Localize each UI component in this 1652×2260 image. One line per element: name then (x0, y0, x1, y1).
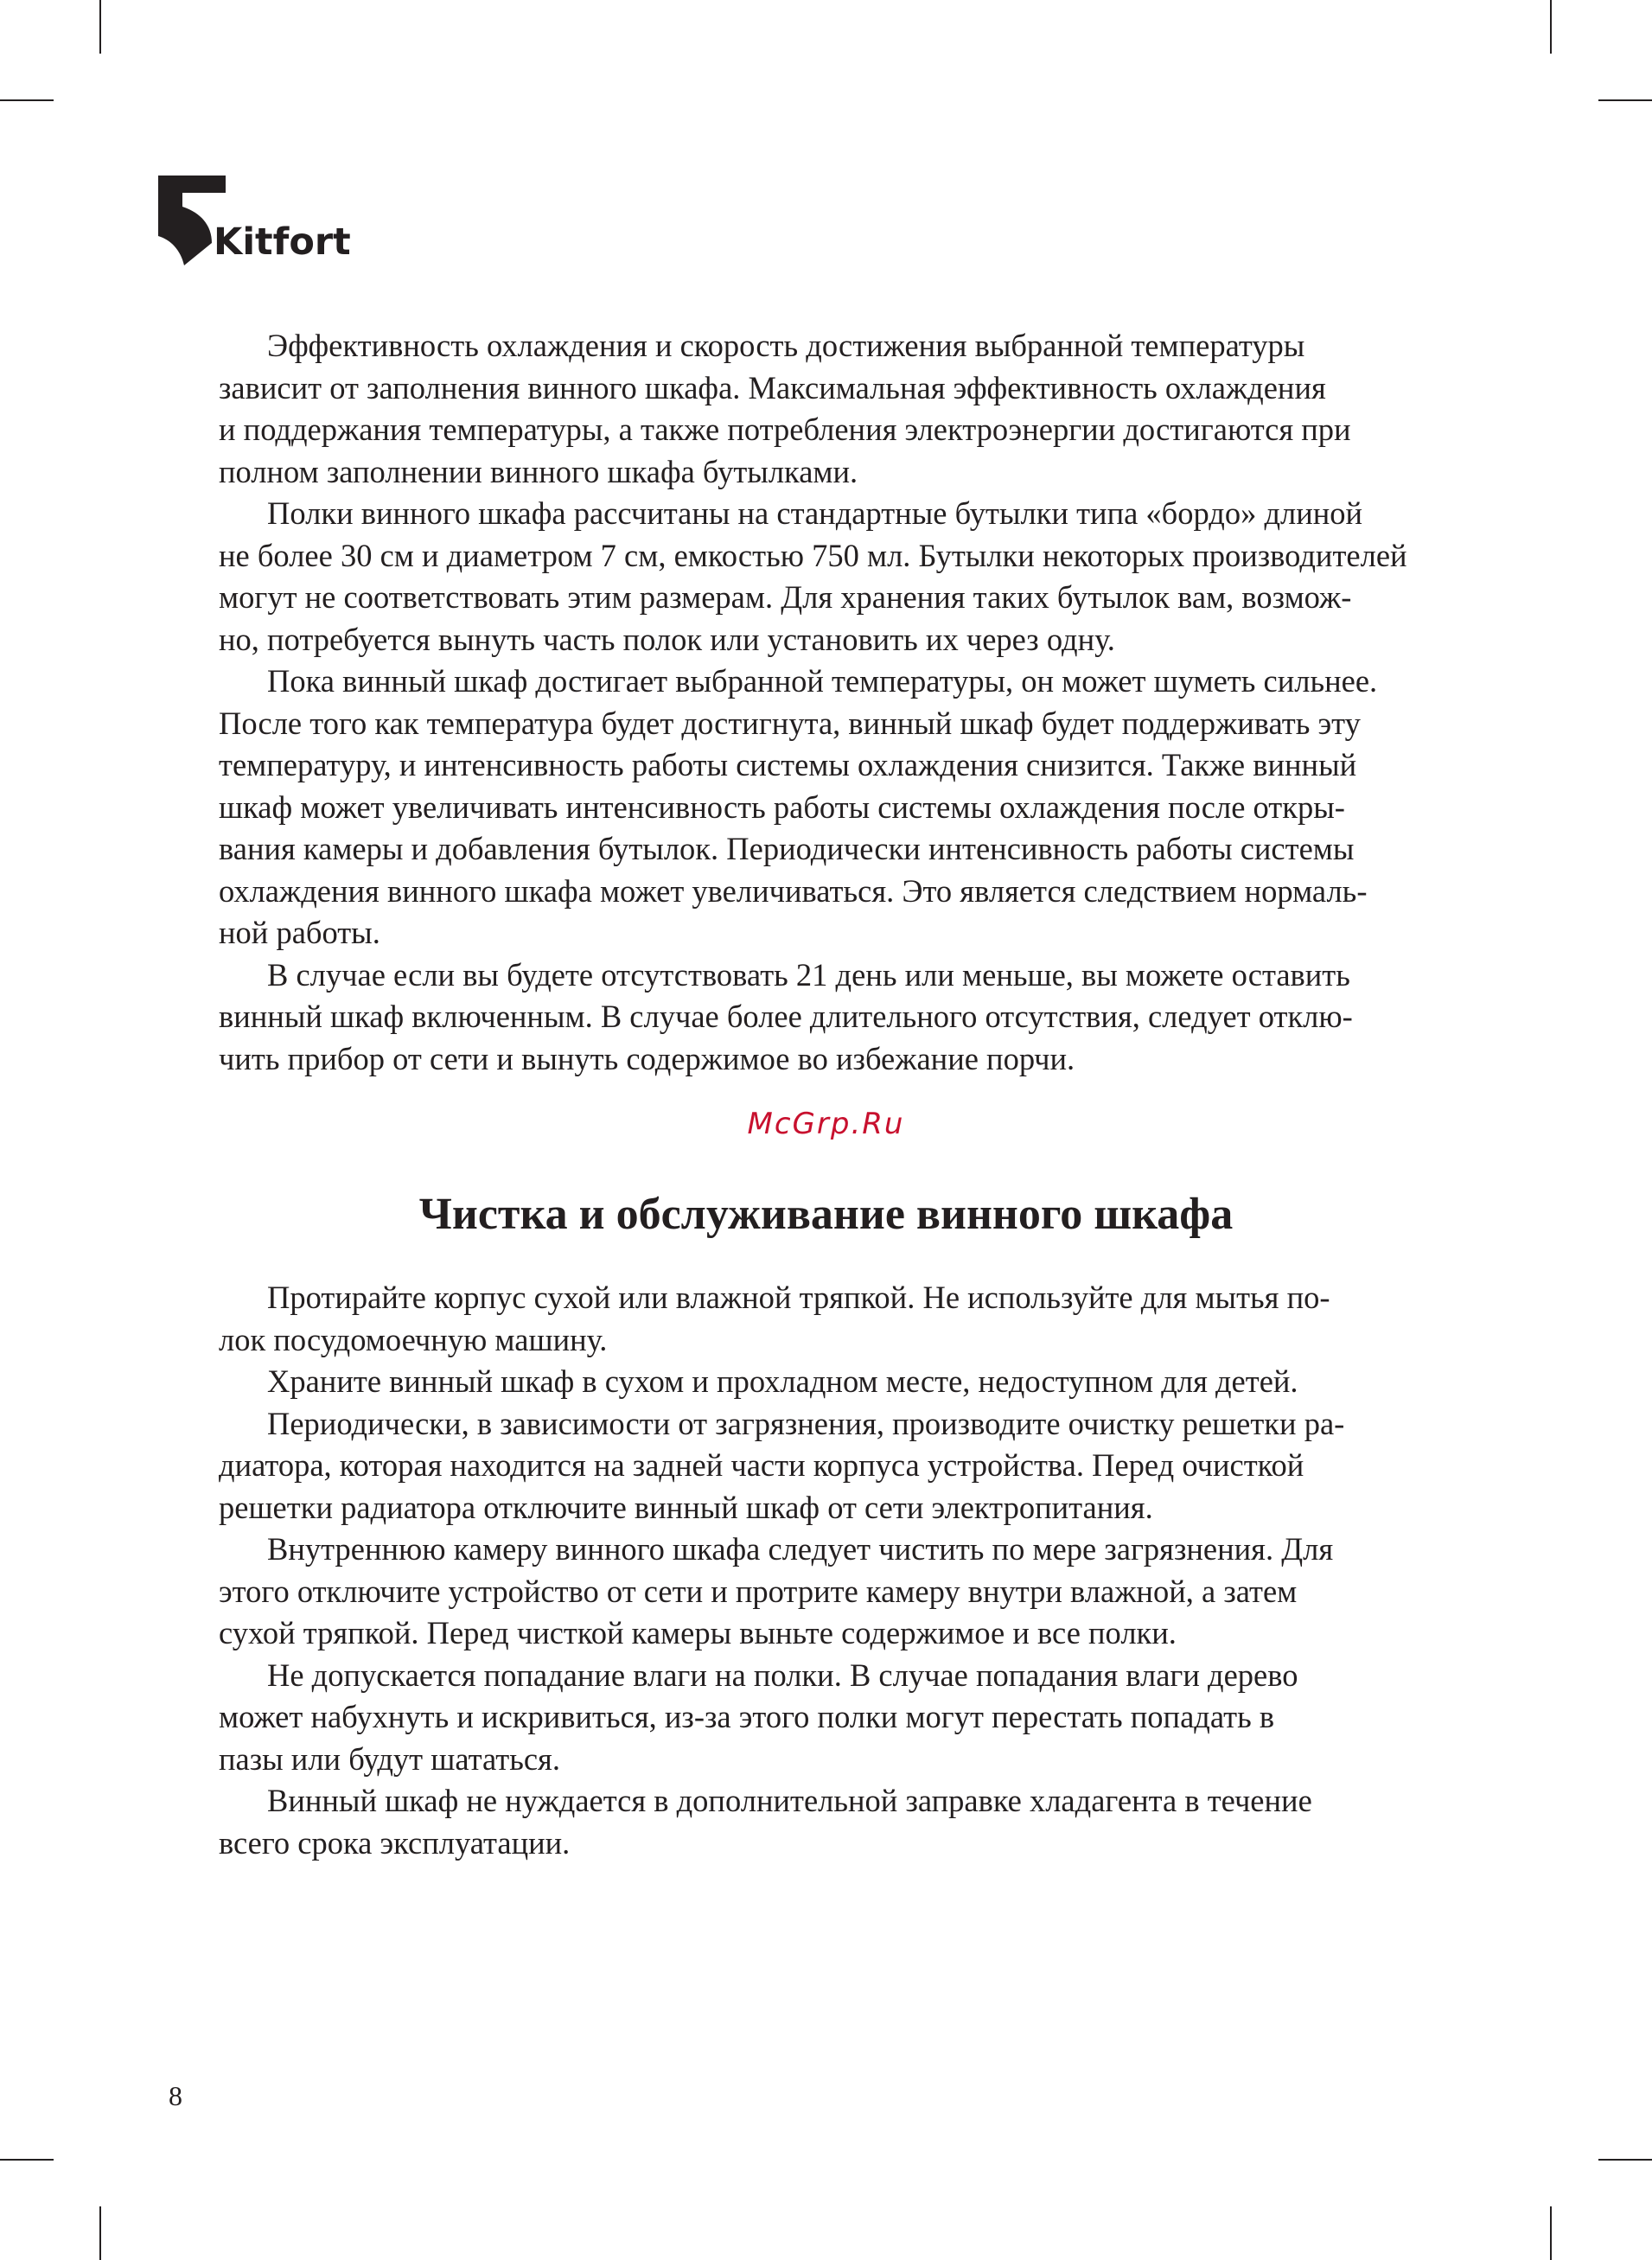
paragraph-shelves-bottles: Полки винного шкафа рассчитаны на стандартные бутылки типа «бордо» длиной не более 30 см и диаметром 7 см, емкостью 750 мл. Бутылки некоторых производителей могут не соответствовать этим размерам. Для хранения таких бутылок вам, возмож- но, потребуется вынуть часть полок или установить их через одну. (219, 495, 1407, 657)
paragraph-storage: Храните винный шкаф в сухом и прохладном месте, недоступном для детей. (267, 1363, 1298, 1399)
watermark: McGrp.Ru (747, 1107, 905, 1141)
crop-mark-bottom-left-horizontal (0, 2159, 54, 2161)
paragraph-noise: Пока винный шкаф достигает выбранной температуры, он может шуметь сильнее. После того как температура будет достигнута, винный шкаф будет поддерживать эту температуру, и интенсивность работы системы охлаждения снизится. Также винный шкаф может увеличивать интенсивность работы системы охлаждения после откры- вания камеры и добавления бутылок. Периодически интенсивность работы системы охлаждения винного шкафа может увеличиваться. Это является следствием нормаль- ной работы. (219, 663, 1378, 950)
section-2-body (219, 1277, 1455, 1864)
paragraph-absence: В случае если вы будете отсутствовать 21 день или меньше, вы можете оставить винный шкаф включенным. В случае более длительного отсутствия, следует отклю- чить прибор от сети и вынуть содержимое во избежание порчи. (219, 956, 1353, 1076)
paragraph-radiator-cleaning: Периодически, в зависимости от загрязнения, производите очистку решетки ра- диатора, которая находится на задней части корпуса устройства. Перед очисткой решетки радиатора отключите винный шкаф от сети электропитания. (219, 1405, 1345, 1525)
brand-name: Kitfort (214, 220, 351, 264)
crop-mark-bottom-left-vertical (99, 2206, 101, 2260)
crop-mark-bottom-right-vertical (1550, 2206, 1552, 2260)
brand-logo (158, 176, 366, 271)
paragraph-cooling-efficiency: Эффективность охлаждения и скорость достижения выбранной температуры зависит от заполнения винного шкафа. Максимальная эффективность охлаждения и поддержания температуры, а также потребления электроэнергии достигаются при полном заполнении винного шкафа бутылками. (219, 328, 1351, 489)
section-1-body (219, 325, 1455, 1080)
paragraph-moisture: Не допускается попадание влаги на полки. В случае попадания влаги дерево может набухнуть и искривиться, из-за этого полки могут перестать попадать в пазы или будут шататься. (219, 1657, 1298, 1777)
crop-mark-top-right-vertical (1550, 0, 1552, 54)
paragraph-wipe-body: Протирайте корпус сухой или влажной тряпкой. Не используйте для мытья по- лок посудомоечную машину. (219, 1280, 1330, 1357)
paragraph-refrigerant: Винный шкаф не нуждается в дополнительной заправке хладагента в течение всего срока эксплуатации. (219, 1783, 1312, 1861)
page-number: 8 (169, 2080, 182, 2111)
paragraph-chamber-cleaning: Внутреннюю камеру винного шкафа следует чистить по мере загрязнения. Для этого отключите устройство от сети и протрите камеру внутри влажной, а затем сухой тряпкой. Перед чисткой камеры выньте содержимое и все полки. (219, 1531, 1334, 1650)
crop-mark-top-right-horizontal (1598, 99, 1652, 101)
crop-mark-top-left-vertical (99, 0, 101, 54)
crop-mark-top-left-horizontal (0, 99, 54, 101)
crop-mark-bottom-right-horizontal (1598, 2159, 1652, 2161)
section-heading: Чистка и обслуживание винного шкафа (418, 1190, 1234, 1239)
